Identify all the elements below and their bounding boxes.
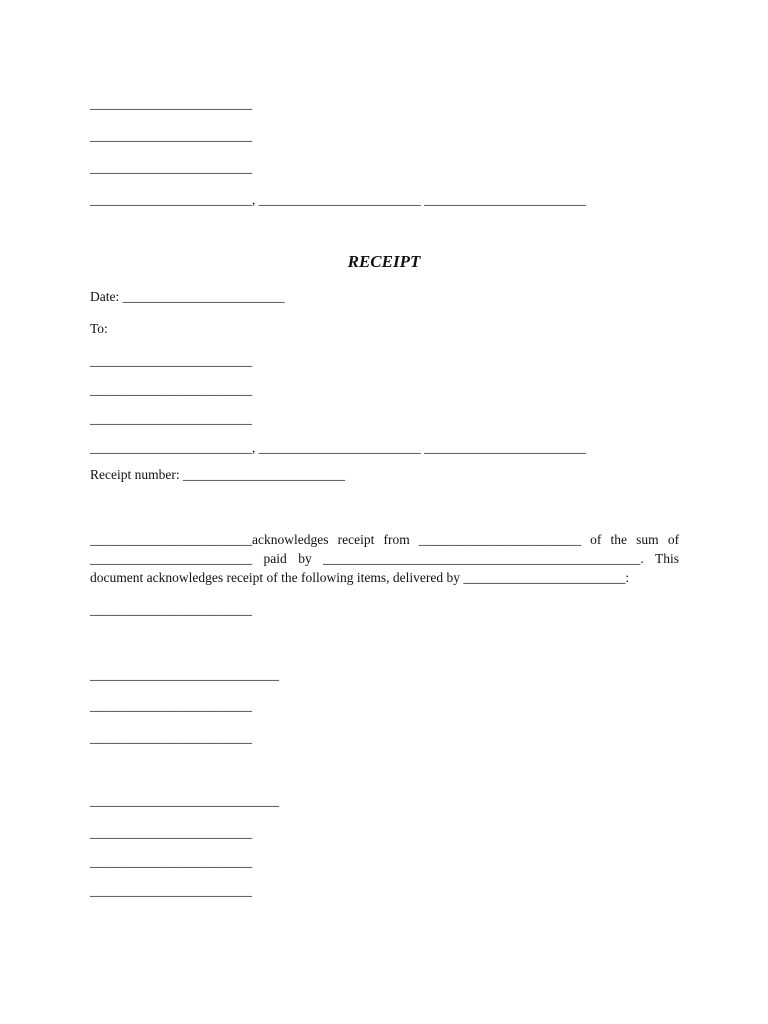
paragraph-word: of: [667, 532, 680, 547]
recipient-address-line-1: ________________________: [90, 353, 252, 368]
paragraph-word: paid: [263, 551, 287, 566]
sender-city-state-zip: ________________________, ________________________ ________________________: [90, 192, 587, 207]
paragraph-word: from: [383, 532, 410, 547]
paragraph-word: ________________________: [90, 551, 252, 566]
acknowledgement-paragraph: [90, 530, 679, 587]
paragraph-word: This: [655, 551, 680, 566]
paragraph-word: by: [298, 551, 312, 566]
item-group-3-line-3: ________________________: [90, 854, 252, 869]
paragraph-row-2: [90, 549, 679, 568]
item-group-3-line-2: ________________________: [90, 825, 252, 840]
paragraph-word: of: [590, 532, 602, 547]
recipient-address-line-2: ________________________: [90, 382, 252, 397]
paragraph-word: _______________________________________________.: [323, 551, 644, 566]
date-line: Date: ________________________: [90, 289, 285, 304]
to-label: To:: [90, 321, 108, 336]
sender-address-line-3: ________________________: [90, 160, 252, 175]
recipient-city-state-zip: ________________________, ________________________ ________________________: [90, 440, 587, 455]
receipt-number-line: Receipt number: ________________________: [90, 467, 345, 482]
paragraph-word: sum: [636, 532, 659, 547]
document-title: RECEIPT: [347, 252, 421, 271]
paragraph-row-3: document acknowledges receipt of the following items, delivered by ________________________:: [90, 570, 630, 585]
item-line-1: ________________________: [90, 602, 252, 617]
paragraph-word: the: [610, 532, 627, 547]
item-group-2-line-1: ____________________________: [90, 667, 279, 682]
paragraph-word: ________________________acknowledges: [90, 532, 329, 547]
paragraph-row-1: [90, 530, 679, 549]
paragraph-word: ________________________: [418, 532, 581, 547]
sender-address-line-1: ________________________: [90, 96, 252, 111]
recipient-address-line-3: ________________________: [90, 411, 252, 426]
item-group-2-line-2: ________________________: [90, 698, 252, 713]
sender-address-line-2: ________________________: [90, 128, 252, 143]
item-group-3-line-4: ________________________: [90, 883, 252, 898]
paragraph-word: receipt: [337, 532, 375, 547]
item-group-3-line-1: ____________________________: [90, 793, 279, 808]
item-group-2-line-3: ________________________: [90, 730, 252, 745]
